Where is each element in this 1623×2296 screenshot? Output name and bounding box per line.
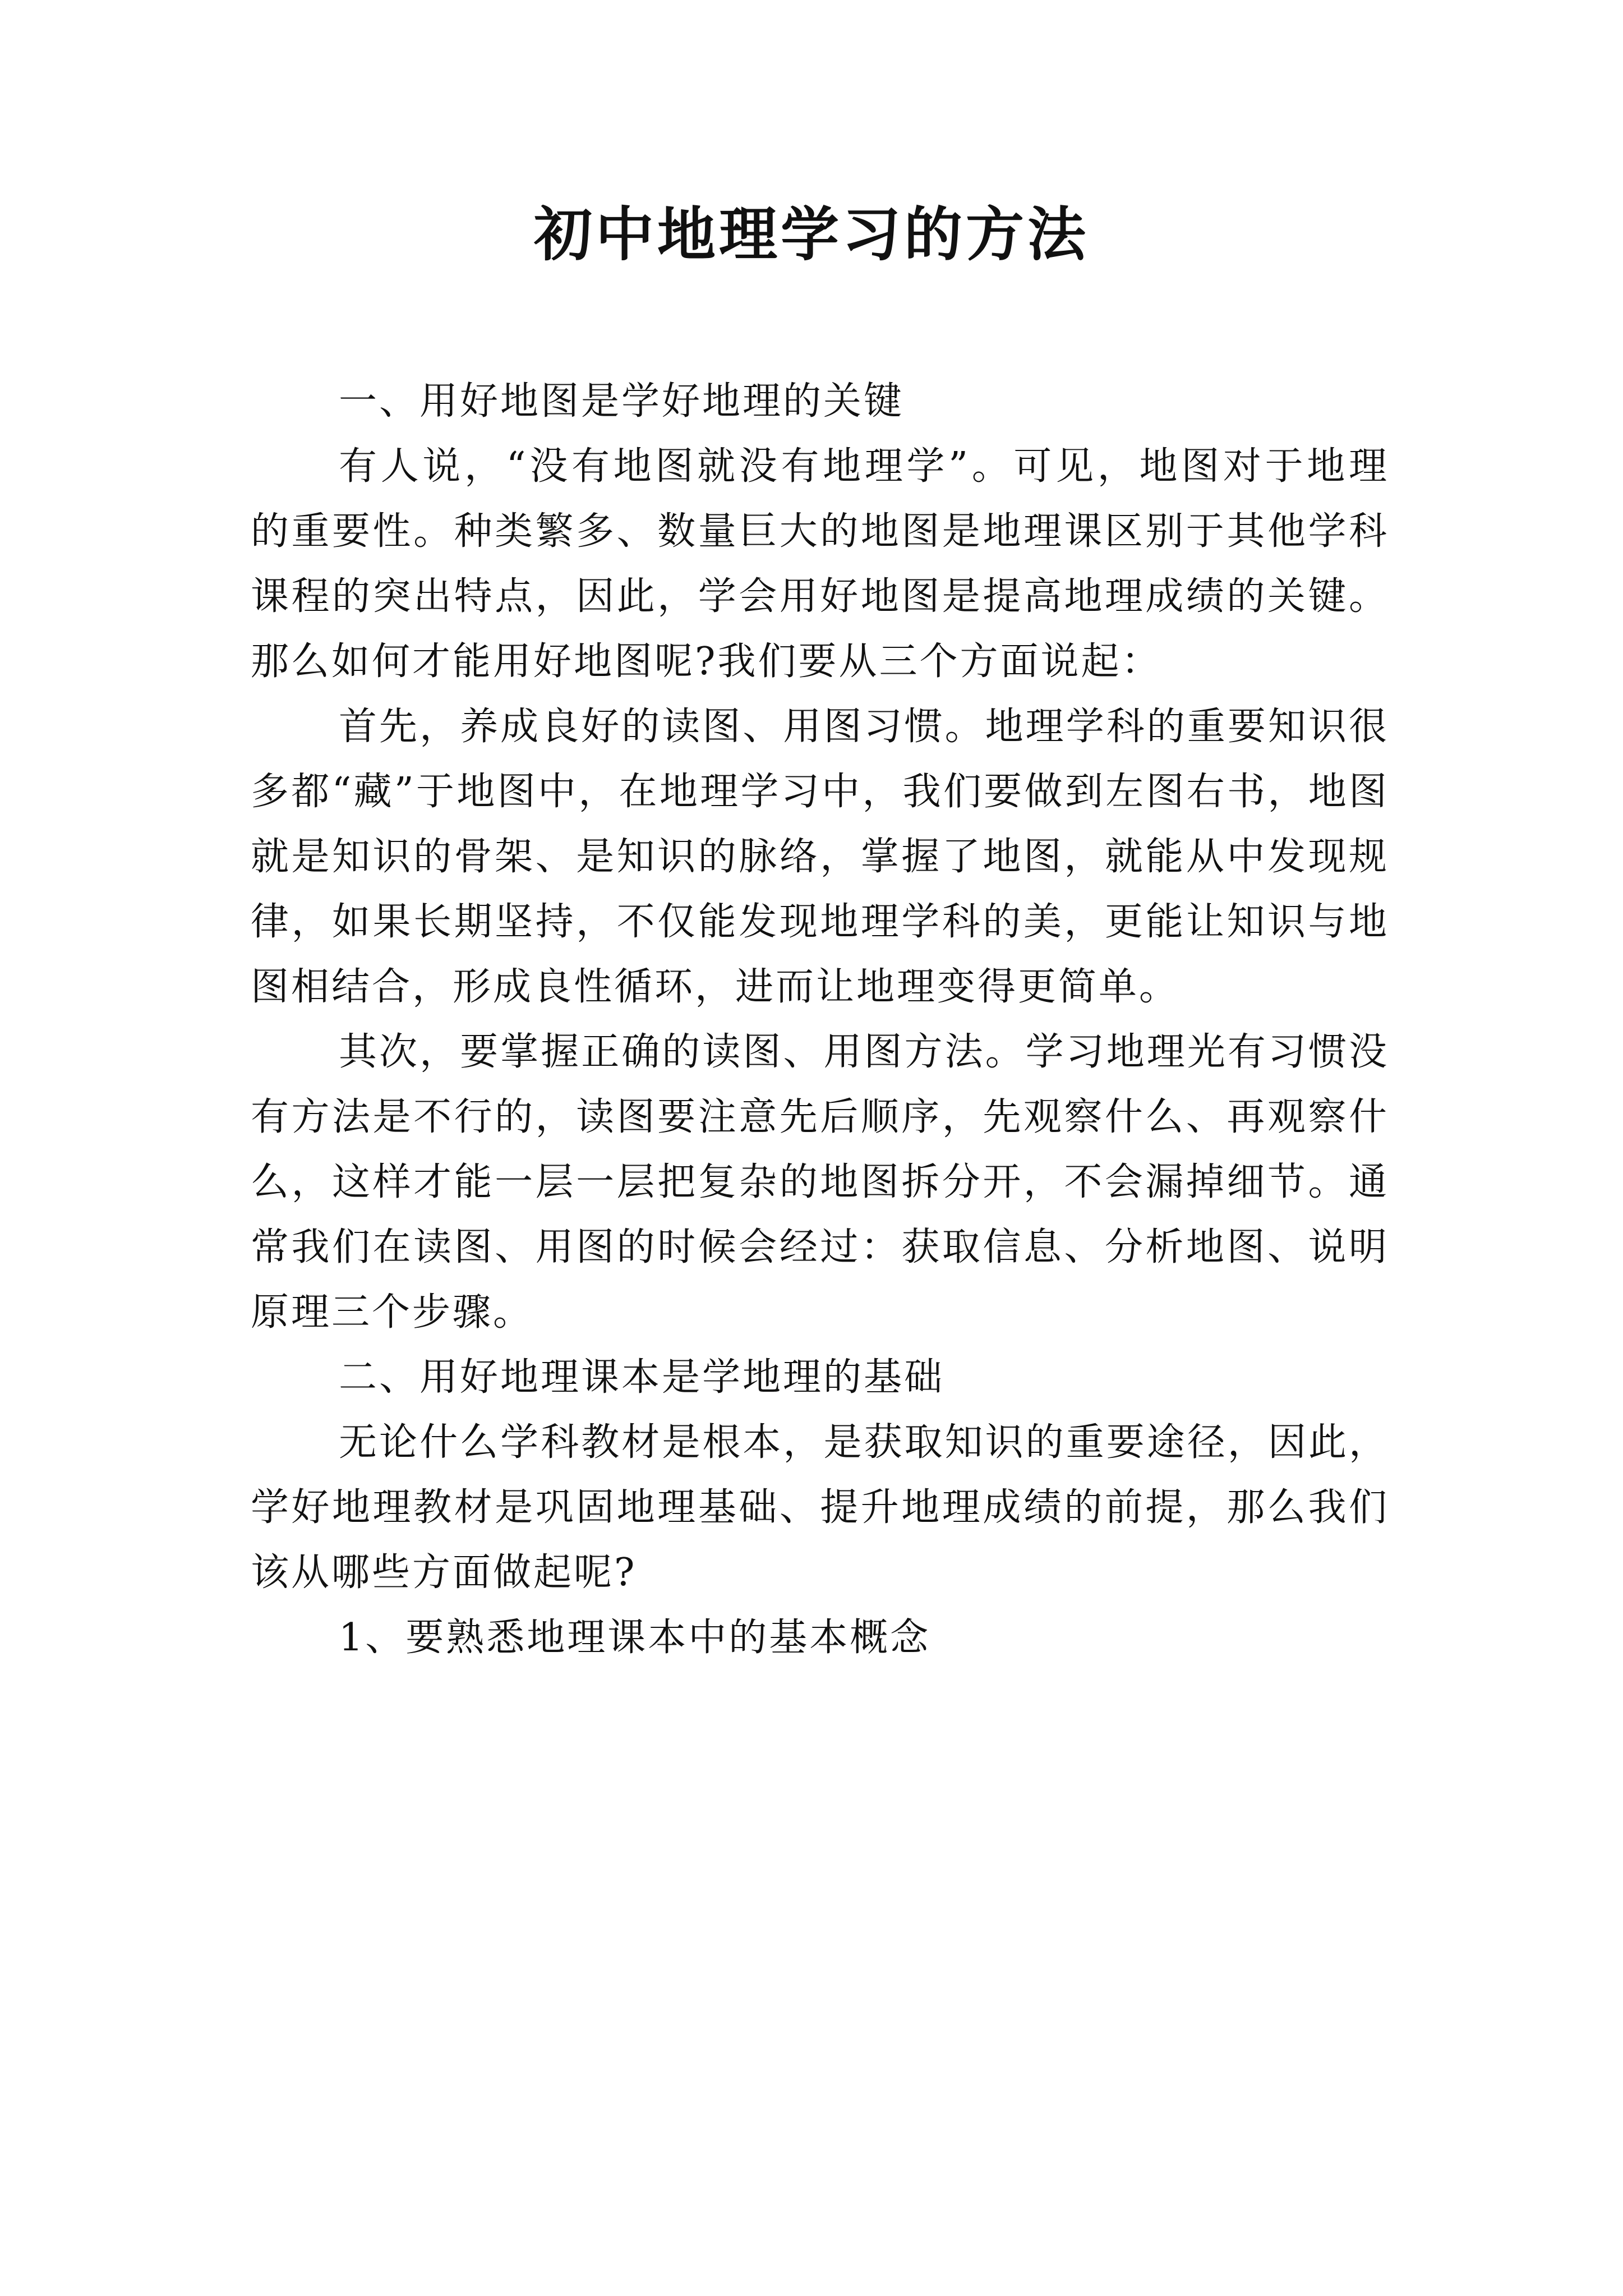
subsection-heading: 1、要熟悉地理课本中的基本概念 (339, 1616, 931, 1660)
section-heading: 二、用好地理课本是学地理的基础 (339, 1355, 945, 1400)
body-paragraph: 有人说，“没有地图就没有地理学”。可见，地图对于地理的重要性。种类繁多、数量巨大的地图是地理课区别于其他学科课程的突出特点，因此，学会用好地图是提高地理成绩的关键。那么如何才能用好地图呢?我们要从三个方面说起： (251, 444, 1389, 684)
document-body (251, 369, 1389, 1671)
body-paragraph: 无论什么学科教材是根本，是获取知识的重要途径，因此，学好地理教材是巩固地理基础、提升地理成绩的前提，那么我们该从哪些方面做起呢? (251, 1420, 1389, 1595)
document-title: 初中地理学习的方法 (533, 200, 1089, 269)
body-paragraph: 首先，养成良好的读图、用图习惯。地理学科的重要知识很多都“藏”于地图中，在地理学习中，我们要做到左图右书，地图就是知识的骨架、是知识的脉络，掌握了地图，就能从中发现规律，如果长期坚持，不仅能发现地理学科的美，更能让知识与地图相结合，形成良性循环，进而让地理变得更简单。 (251, 705, 1389, 1009)
body-paragraph: 其次，要掌握正确的读图、用图方法。学习地理光有习惯没有方法是不行的，读图要注意先后顺序，先观察什么、再观察什么，这样才能一层一层把复杂的地图拆分开，不会漏掉细节。通常我们在读图、用图的时候会经过：获取信息、分析地图、说明原理三个步骤。 (251, 1030, 1389, 1335)
section-heading: 一、用好地图是学好地理的关键 (339, 379, 905, 424)
